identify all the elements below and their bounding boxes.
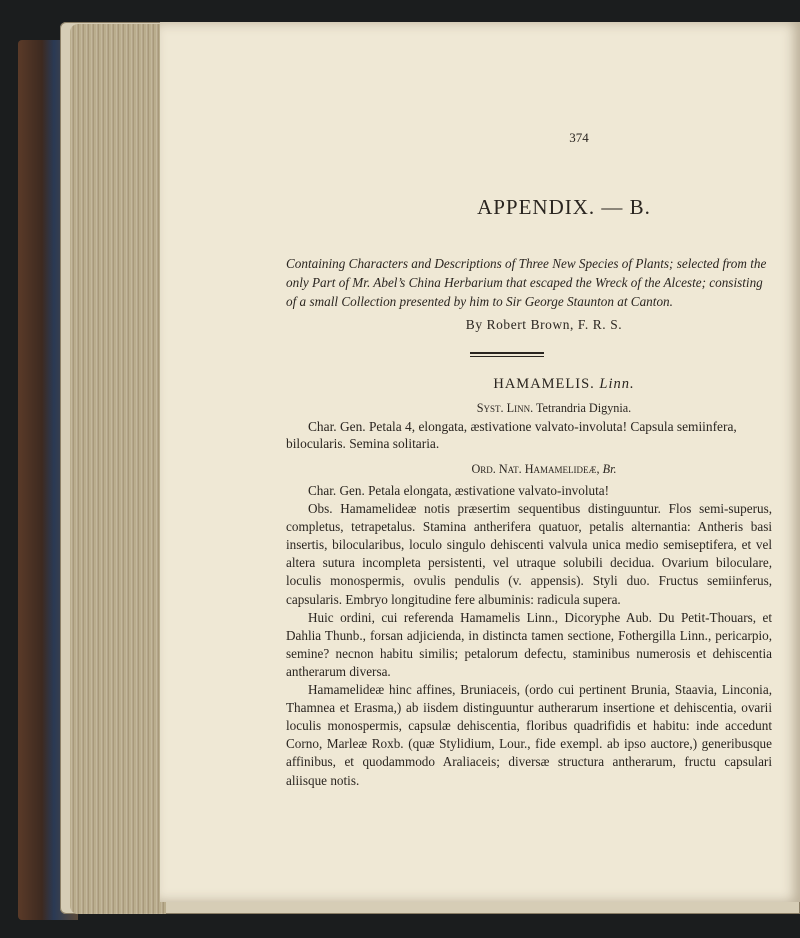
divider-rule [470,352,544,354]
page-number: 374 [569,130,589,145]
system-value: Tetrandria Digynia. [535,401,632,415]
order-line [286,462,772,477]
order-author: Br. [602,462,617,476]
body-text [286,482,772,790]
paragraph: Hamamelideæ hinc affines, Bruniaceis, (ordo cui pertinent Brunia, Staavia, Linconia, Thamnea et Erasma,) ab iisdem distinguuntur autherarum insertione et dehiscentia, ovarii loculis monospermis, capsulæ dehiscentia, floribus quadrifidis et habitu: inde accedunt Corno, Marleæ Roxb. (quæ Stylidium, Lour., fide exempl. ab ipso auctore,) generibusque affinibus, et quodammodo Araliaceis; diversæ structura antherarum, fructu capsulari aliisque notis. [286,682,772,788]
genus-name: HAMAMELIS. [493,376,595,392]
byline: By Robert Brown, F. R. S. [465,317,623,332]
genus-heading [286,376,772,393]
system-line [286,401,772,416]
generic-character: Char. Gen. Petala 4, elongata, æstivatione valvato-involuta! Capsula semiinfera, bilocularis. Semina solitaria. [286,419,737,451]
paragraph: Huic ordini, cui referenda Hamamelis Linn., Dicoryphe Aub. Du Petit-Thouars, et Dahlia Thunb., forsan adjicienda, in distincta tamen sectione, Fothergilla Linn., pericarpio, semine? necnon habitu similis; petalorum defectu, staminibus numerosis et dehiscentia antherarum diversa. [286,609,772,679]
appendix-subtitle: Containing Characters and Descriptions of Three New Species of Plants; selected from the only Part of Mr. Abel’s China Herbarium that escaped the Wreck of the Alceste; consisting of a small Collection presented by him to Sir George Staunton at Canton. [286,256,767,309]
appendix-heading: APPENDIX. — B. [477,195,651,219]
system-label: Syst. Linn. [476,401,534,415]
divider-rule-thin [470,356,544,357]
paragraph: Obs. Hamamelideæ notis præsertim sequentibus distinguuntur. Flos semi-superus, completus, tetrapetalus. Stamina antherifera quatuor, petalis alternantia: Antheris basi insertis, bilocularibus, loculo singulo dehiscenti valvula unica medio semiseptifera, et vel altera sutura incompleta persistenti, vel utraque solubili decidua. Ovarium biloculare, loculis monospermis, ovulis pendulis (v. appensis). Styli duo. Fructus semiinferus, capsularis. Embryo longitudine fere albuminis: radicula supera. [286,501,772,607]
order-label: Ord. Nat. Hamamelideæ, [471,462,600,476]
book-page [160,22,800,902]
page-edges [70,24,166,914]
genus-author: Linn. [599,376,635,392]
paragraph: Char. Gen. Petala elongata, æstivatione valvato-involuta! [308,483,610,498]
